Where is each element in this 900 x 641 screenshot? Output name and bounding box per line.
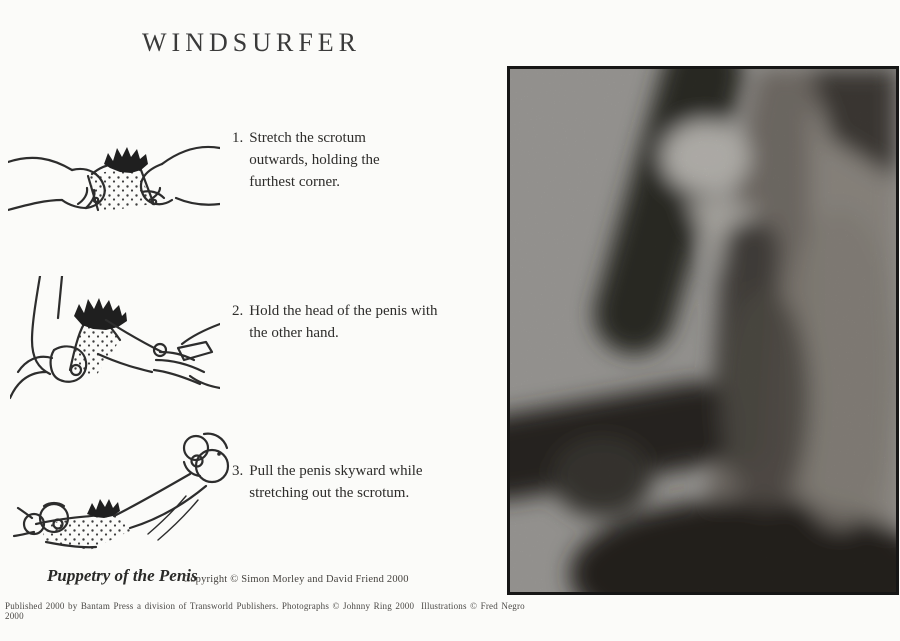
step2-illustration [10, 276, 220, 409]
stretch-outwards-drawing-icon [8, 112, 220, 242]
instruction-step-3 [232, 461, 457, 505]
instruction-step-2 [232, 301, 445, 345]
book-title: Puppetry of the Penis [47, 566, 198, 585]
photo-image [510, 69, 896, 592]
imprint-line: Published 2000 by Bantam Press a division of Transworld Publishers. Photographs © Johnny Ring 2000 Illustrations © Fred Negro 2000 [5, 601, 529, 621]
hold-head-drawing-icon [10, 276, 220, 404]
pull-skyward-drawing-icon [0, 420, 230, 560]
step-text: Hold the head of the penis with the other hand. [249, 303, 438, 341]
instruction-step-1 [232, 128, 401, 193]
step3-illustration [0, 420, 230, 565]
step-number: 3. [232, 463, 244, 479]
page-title: WINDSURFER [142, 28, 362, 57]
step-number: 2. [232, 303, 244, 319]
step1-illustration [8, 112, 220, 247]
demonstration-photo [507, 66, 899, 595]
step-text: Stretch the scrotum outwards, holding the furthest corner. [249, 130, 380, 190]
copyright-line: Copyright © Simon Morley and David Friend 2000 [183, 574, 409, 585]
step-number: 1. [232, 130, 244, 146]
step-text: Pull the penis skyward while stretching out the scrotum. [249, 463, 423, 501]
